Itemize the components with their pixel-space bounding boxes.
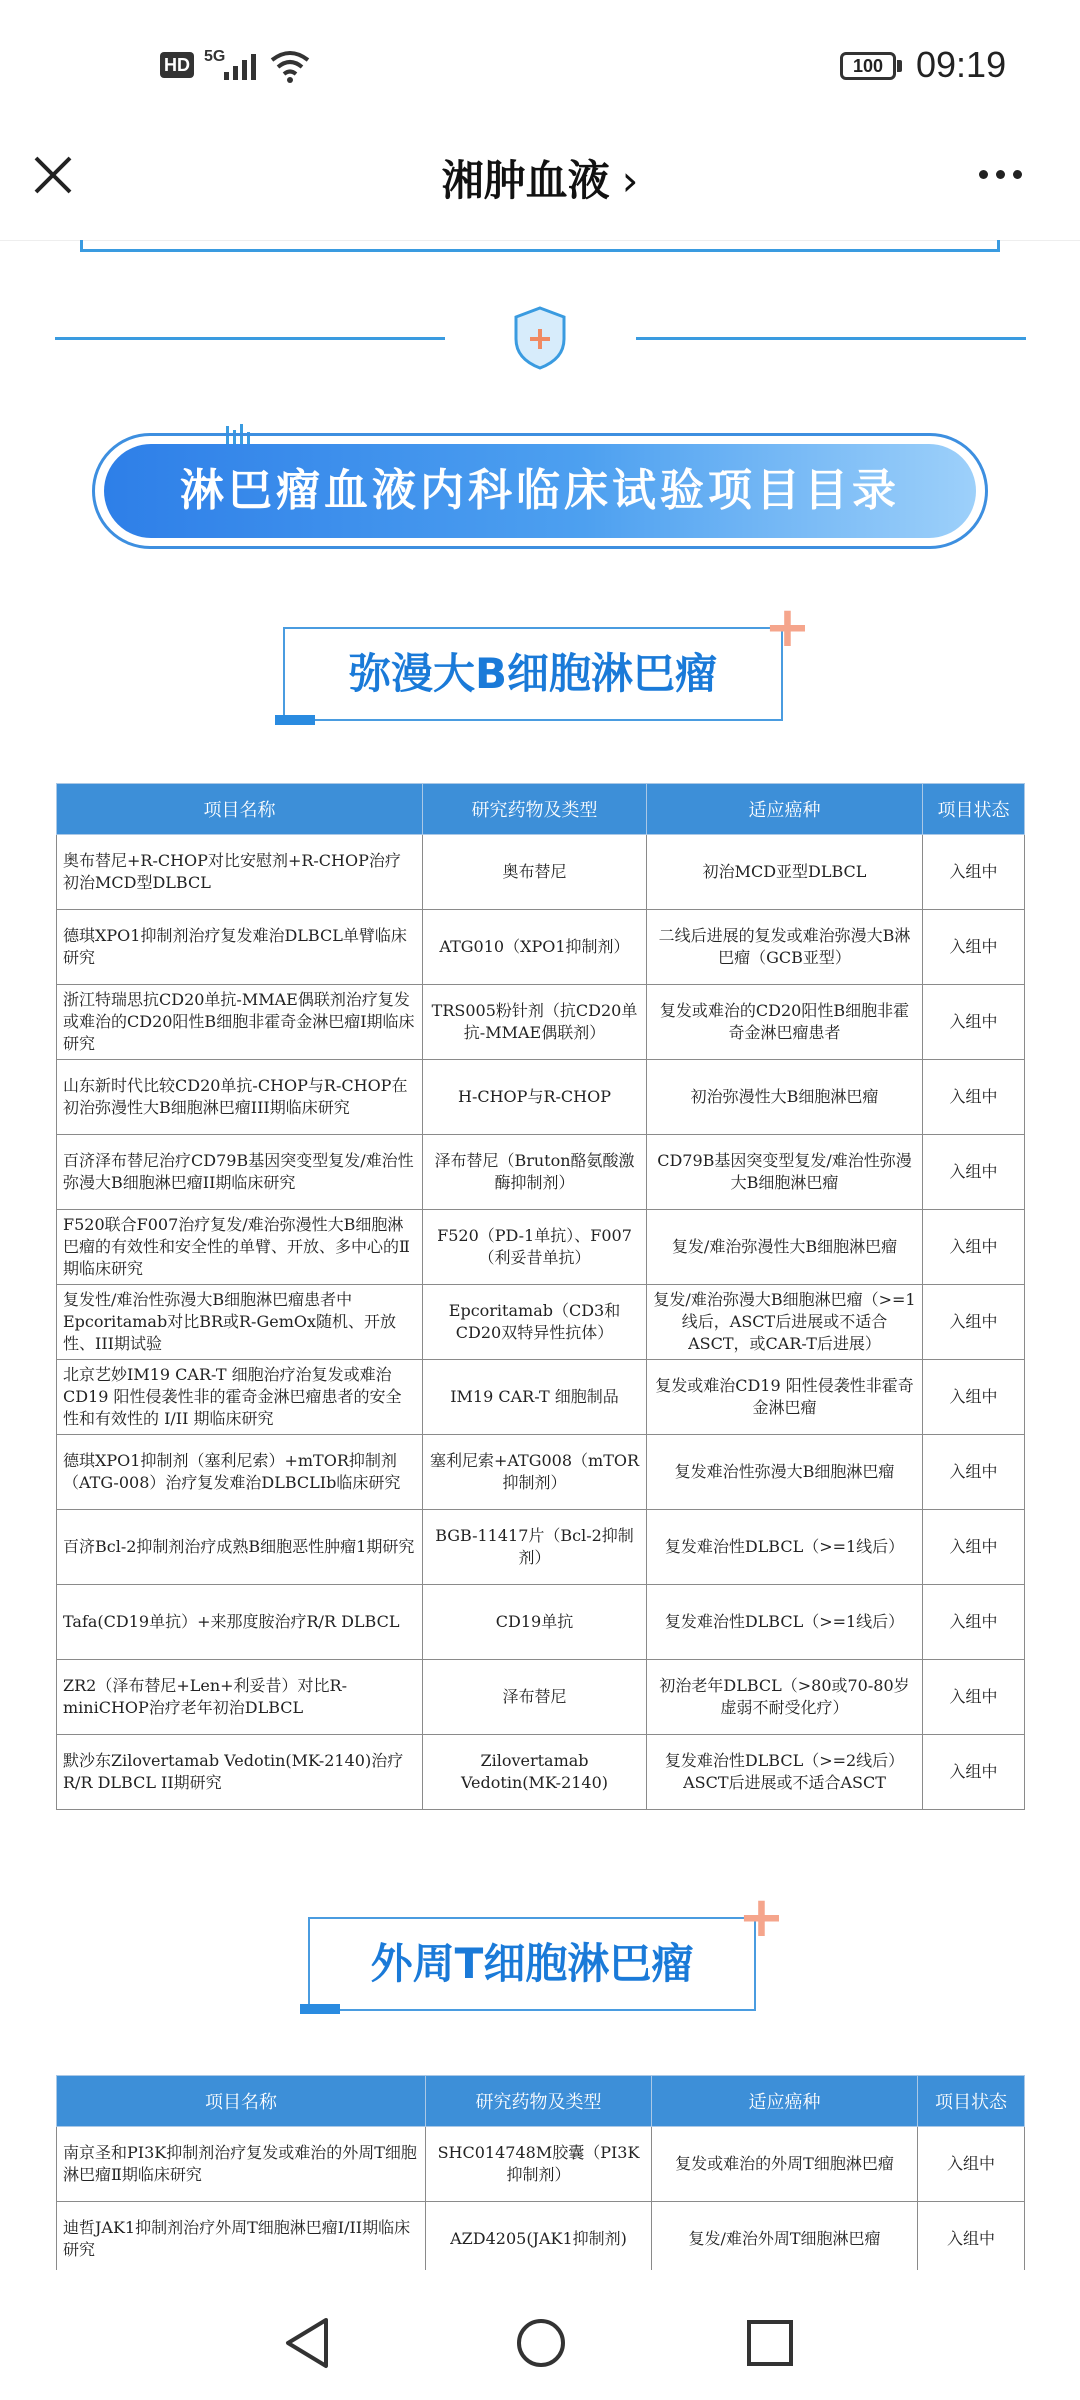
drug-type-cell: TRS005粉针剂（抗CD20单抗-MMAE偶联剂） [423,985,647,1060]
home-icon[interactable] [514,2316,568,2370]
table-row [57,910,1025,985]
status-cell: 入组中 [923,1285,1025,1360]
page-title-text: 湘肿血液 [441,156,610,205]
drug-type-cell: ATG010（XPO1抑制剂） [423,910,647,985]
more-icon[interactable] [975,160,1035,190]
clock: 09:19 [916,44,1007,85]
project-name-cell: 百济泽布替尼治疗CD79B基因突变型复发/难治性弥漫大B细胞淋巴瘤II期临床研究 [57,1135,423,1210]
indication-cell: CD79B基因突变型复发/难治性弥漫大B细胞淋巴瘤 [647,1135,923,1210]
status-cell: 入组中 [923,910,1025,985]
drug-type-cell: H-CHOP与R-CHOP [423,1060,647,1135]
drug-type-cell: BGB-11417片（Bcl-2抑制剂） [423,1510,647,1585]
drug-type-cell: SHC014748M胶囊（PI3K抑制剂） [426,2127,652,2202]
hd-indicator: HD [160,52,194,78]
indication-cell: 二线后进展的复发或难治弥漫大B淋巴瘤（GCB亚型） [647,910,923,985]
table-row [57,1510,1025,1585]
status-cell: 入组中 [923,1510,1025,1585]
section-title: 外周T细胞淋巴瘤 [370,1939,694,1988]
indication-cell: 初治老年DLBCL（>80或70-80岁虚弱不耐受化疗） [647,1660,923,1735]
table-header-row [57,784,1025,835]
table-row [57,985,1025,1060]
indication-cell: 复发或难治的CD20阳性B细胞非霍奇金淋巴瘤患者 [647,985,923,1060]
status-cell: 入组中 [923,835,1025,910]
column-header: 适应癌种 [652,2076,918,2127]
drug-type-cell: 泽布替尼 [423,1660,647,1735]
plus-icon: + [764,595,811,660]
column-header: 项目名称 [57,784,423,835]
indication-cell: 复发难治性弥漫大B细胞淋巴瘤 [647,1435,923,1510]
signal-icon [222,52,262,82]
section-accent [300,2004,340,2014]
table-row [57,1360,1025,1435]
project-name-cell: ZR2（泽布替尼+Len+利妥昔）对比R-miniCHOP治疗老年初治DLBCL [57,1660,423,1735]
project-name-cell: 北京艺妙IM19 CAR-T 细胞治疗治复发或难治CD19 阳性侵袭性非的霍奇金淋巴瘤患者的安全性和有效性的 I/II 期临床研究 [57,1360,423,1435]
status-cell: 入组中 [923,1135,1025,1210]
project-name-cell: 德琪XPO1抑制剂（塞利尼索）+mTOR抑制剂（ATG-008）治疗复发难治DLBCLIb临床研究 [57,1435,423,1510]
drug-type-cell: IM19 CAR-T 细胞制品 [423,1360,647,1435]
page-title[interactable] [0,148,1080,208]
frame-edge [80,240,1000,252]
section-header-ptcl [308,1917,756,2011]
column-header: 适应癌种 [647,784,923,835]
table-row [57,2127,1025,2202]
indication-cell: 复发或难治CD19 阳性侵袭性非霍奇金淋巴瘤 [647,1360,923,1435]
divider-right [636,337,1026,340]
drug-type-cell: Zilovertamab Vedotin(MK-2140) [423,1735,647,1810]
status-cell: 入组中 [923,1660,1025,1735]
project-name-cell: 山东新时代比较CD20单抗-CHOP与R-CHOP在初治弥漫性大B细胞淋巴瘤III期临床研究 [57,1060,423,1135]
column-header: 研究药物及类型 [423,784,647,835]
project-name-cell: F520联合F007治疗复发/难治弥漫性大B细胞淋巴瘤的有效性和安全性的单臂、开放、多中心的Ⅱ期临床研究 [57,1210,423,1285]
status-cell: 入组中 [923,1435,1025,1510]
indication-cell: 复发/难治弥漫大B细胞淋巴瘤（>=1线后，ASCT后进展或不适合ASCT，或CAR-T后进展） [647,1285,923,1360]
back-icon[interactable] [282,2316,332,2370]
status-cell: 入组中 [923,1735,1025,1810]
table-row [57,835,1025,910]
project-name-cell: 复发性/难治性弥漫大B细胞淋巴瘤患者中Epcoritamab对比BR或R-GemOx随机、开放性、III期试验 [57,1285,423,1360]
column-header: 研究药物及类型 [426,2076,652,2127]
project-name-cell: Tafa(CD19单抗）+来那度胺治疗R/R DLBCL [57,1585,423,1660]
indication-cell: 复发/难治外周T细胞淋巴瘤 [652,2202,918,2277]
network-type: 5G [204,48,226,65]
table-dlbcl [56,783,1025,1810]
drug-type-cell: CD19单抗 [423,1585,647,1660]
drug-type-cell: 塞利尼索+ATG008（mTOR抑制剂） [423,1435,647,1510]
project-name-cell: 迪哲JAK1抑制剂治疗外周T细胞淋巴瘤I/II期临床研究 [57,2202,426,2277]
table-row [57,1435,1025,1510]
section-accent [275,715,315,725]
indication-cell: 复发难治性DLBCL（>=1线后） [647,1585,923,1660]
column-header: 项目名称 [57,2076,426,2127]
indication-cell: 初治MCD亚型DLBCL [647,835,923,910]
indication-cell: 复发难治性DLBCL（>=2线后）ASCT后进展或不适合ASCT [647,1735,923,1810]
indication-cell: 复发/难治弥漫性大B细胞淋巴瘤 [647,1210,923,1285]
status-cell: 入组中 [923,1585,1025,1660]
table-header-row [57,2076,1025,2127]
column-header: 项目状态 [923,784,1025,835]
banner-title: 淋巴瘤血液内科临床试验项目目录 [104,444,976,538]
recents-icon[interactable] [745,2318,795,2368]
divider-left [55,337,445,340]
project-name-cell: 百济Bcl-2抑制剂治疗成熟B细胞恶性肿瘤1期研究 [57,1510,423,1585]
indication-cell: 复发或难治的外周T细胞淋巴瘤 [652,2127,918,2202]
chevron-right-icon: › [621,156,639,205]
project-name-cell: 默沙东Zilovertamab Vedotin(MK-2140)治疗R/R DLBCL II期研究 [57,1735,423,1810]
column-header: 项目状态 [918,2076,1025,2127]
indication-cell: 初治弥漫性大B细胞淋巴瘤 [647,1060,923,1135]
status-cell: 入组中 [923,1360,1025,1435]
table-row [57,1210,1025,1285]
status-cell: 入组中 [923,985,1025,1060]
battery-tip [897,60,902,72]
drug-type-cell: Epcoritamab（CD3和CD20双特异性抗体） [423,1285,647,1360]
table-row [57,1735,1025,1810]
status-cell: 入组中 [918,2127,1025,2202]
shield-plus-icon [512,305,568,371]
status-cell: 入组中 [923,1210,1025,1285]
battery-icon: 100 [840,52,896,80]
table-row [57,1285,1025,1360]
table-row [57,1135,1025,1210]
drug-type-cell: 泽布替尼（Bruton酪氨酸激酶抑制剂） [423,1135,647,1210]
table-row [57,1585,1025,1660]
table-ptcl [56,2075,1025,2277]
drug-type-cell: AZD4205(JAK1抑制剂) [426,2202,652,2277]
section-header-dlbcl [283,627,783,721]
status-cell: 入组中 [923,1060,1025,1135]
status-cell: 入组中 [918,2202,1025,2277]
indication-cell: 复发难治性DLBCL（>=1线后） [647,1510,923,1585]
table-row [57,1060,1025,1135]
plus-icon: + [738,1885,785,1950]
wifi-icon [268,48,312,84]
project-name-cell: 南京圣和PI3K抑制剂治疗复发或难治的外周T细胞淋巴瘤Ⅱ期临床研究 [57,2127,426,2202]
project-name-cell: 浙江特瑞思抗CD20单抗-MMAE偶联剂治疗复发或难治的CD20阳性B细胞非霍奇金淋巴瘤Ⅰ期临床研究 [57,985,423,1060]
drug-type-cell: F520（PD-1单抗）、F007（利妥昔单抗） [423,1210,647,1285]
section-title: 弥漫大B细胞淋巴瘤 [348,649,717,698]
table-row [57,1660,1025,1735]
project-name-cell: 奥布替尼+R-CHOP对比安慰剂+R-CHOP治疗初治MCD型DLBCL [57,835,423,910]
drug-type-cell: 奥布替尼 [423,835,647,910]
table-row [57,2202,1025,2277]
project-name-cell: 德琪XPO1抑制剂治疗复发难治DLBCL单臂临床研究 [57,910,423,985]
